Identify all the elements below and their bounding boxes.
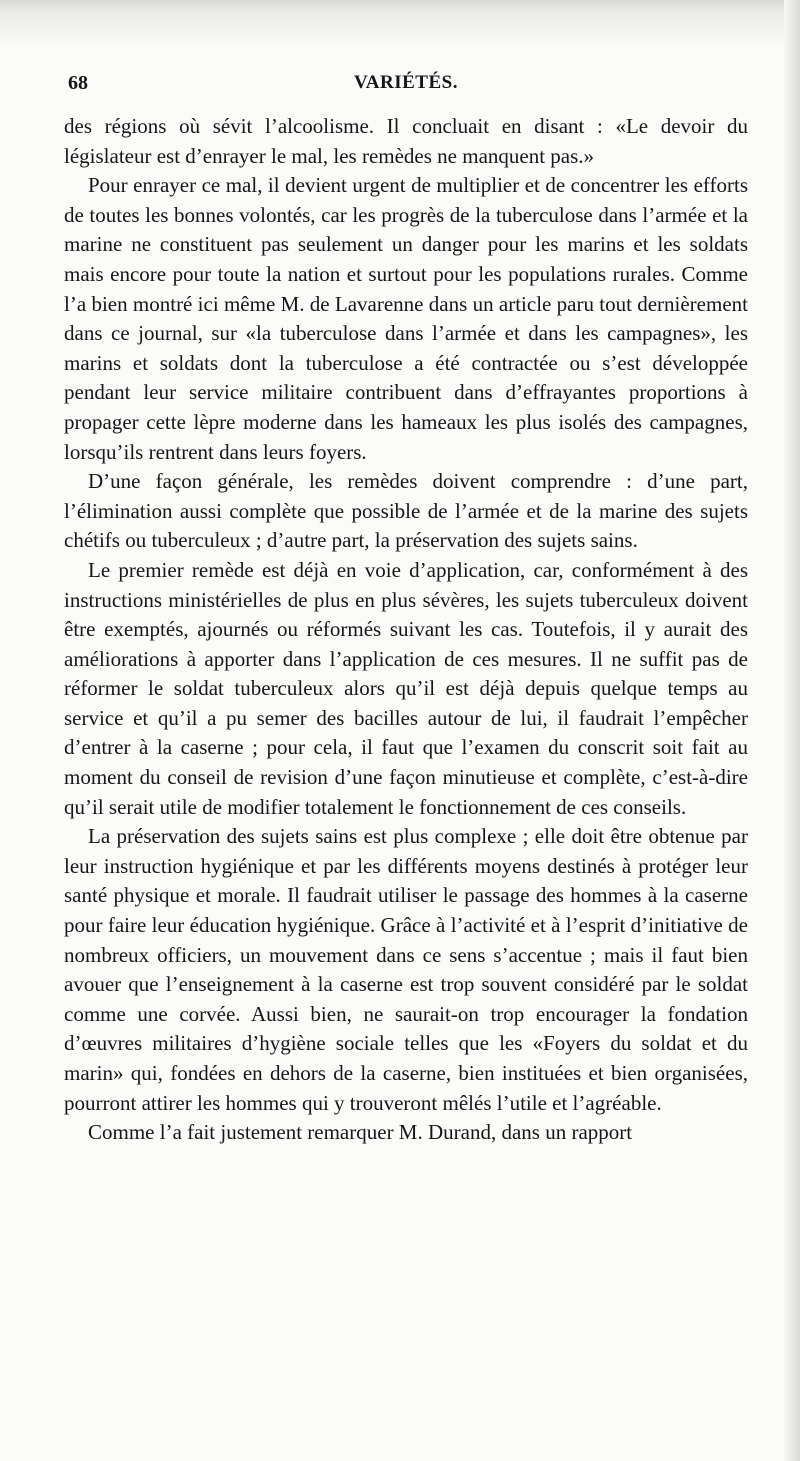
scan-shadow-top [0,0,800,42]
paragraph: Comme l’a fait justement remarquer M. Durand, dans un rapport [88,1120,633,1145]
paragraph: Pour enrayer ce mal, il devient urgent de multiplier et de concentrer les efforts de toutes les bonnes volontés, car les progrès de la tuberculose dans l’armée et la marine ne constituent pas seulement un danger pour les marins et les soldats mais encore pour toute la nation et surtout pour les populations rurales. Comme l’a bien montré ici même M. de Lavarenne dans un article paru tout dernièrement dans ce journal, sur «la tuberculose dans l’armée et dans les campagnes», les marins et soldats dont la tuberculose a été contractée ou s’est développée pendant leur service militaire contribuent dans d’effrayantes proportions à propager cette lèpre moderne dans les hameaux les plus isolés des campagnes, lorsqu’ils rentrent dans leurs foyers. [64,173,748,464]
page-header [68,72,744,100]
paragraph: La préservation des sujets sains est plus complexe ; elle doit être obtenue par leur instruction hygiénique et par les différents moyens destinés à protéger leur santé physique et morale. Il faudrait utiliser le passage des hommes à la caserne pour faire leur éducation hygiénique. Grâce à l’activité et à l’esprit d’initiative de nombreux officiers, un mouvement dans ce sens s’accentue ; mais il faut bien avouer que l’enseignement à la caserne est trop souvent considéré par le soldat comme une corvée. Aussi bien, ne saurait-on trop encourager la fondation d’œuvres militaires d’hygiène sociale telles que les «Foyers du soldat et du marin» qui, fondées en dehors de la caserne, bien instituées et bien organisées, pourront attirer les hommes qui y trouveront mêlés l’utile et l’agréable. [64,824,748,1115]
paragraph: Le premier remède est déjà en voie d’application, car, conformément à des instructions ministérielles de plus en plus sévères, les sujets tuberculeux doivent être exemptés, ajournés ou réformés suivant les cas. Toutefois, il y aurait des améliorations à apporter dans l’application de ces mesures. Il ne suffit pas de réformer le soldat tuberculeux alors qu’il est déjà depuis quelque temps au service et qu’il a pu semer des bacilles autour de lui, il faudrait l’empêcher d’entrer à la caserne ; pour cela, il faut que l’examen du conscrit soit fait au moment du conseil de revision d’une façon minutieuse et complète, c’est-à-dire qu’il serait utile de modifier totalement le fonctionnement de ces conseils. [64,557,748,819]
scan-shadow-edge [784,0,800,1461]
running-head: VARIÉTÉS. [354,72,458,93]
paragraph-continuation: des régions où sévit l’alcoolisme. Il concluait en disant : «Le devoir du législateur est d’enrayer le mal, les remèdes ne manquent pas.» [64,114,748,168]
page-number: 68 [68,72,88,94]
paragraph: D’une façon générale, les remèdes doivent comprendre : d’une part, l’élimination aussi complète que possible de l’armée et de la marine des sujets chétifs ou tuberculeux ; d’autre part, la préservation des sujets sains. [64,469,748,553]
body-text [64,112,748,1148]
